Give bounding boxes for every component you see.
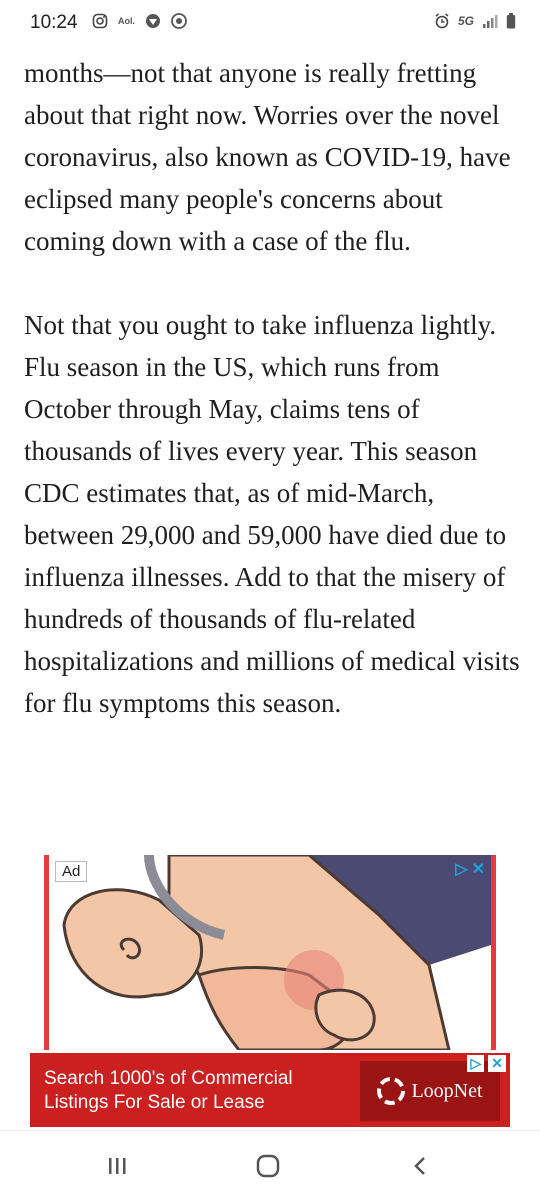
status-bar xyxy=(0,0,540,46)
app-icon xyxy=(145,13,161,29)
close-icon[interactable]: ✕ xyxy=(471,861,485,878)
chat-icon xyxy=(171,13,187,29)
ad-choices-icon[interactable]: ▷ xyxy=(467,1055,484,1072)
banner-ad-line-1: Search 1000's of Commercial xyxy=(44,1068,293,1089)
instagram-icon xyxy=(92,13,108,29)
ad-label: Ad xyxy=(55,861,87,882)
ad-choices-icon[interactable]: ▷ xyxy=(455,861,468,878)
banner-ad-text xyxy=(44,1067,293,1115)
home-button[interactable] xyxy=(248,1149,288,1183)
article-paragraph-1: months—not that anyone is really fretting about that right now. Worries over the novel coronavirus, also known as COVID-19, have eclipsed many people's concerns about coming down with a case of the flu. xyxy=(24,58,511,256)
article-paragraph-2: Not that you ought to take influenza lightly. Flu season in the US, which runs from October through May, claims tens of thousands of lives every year. This season CDC estimates that, as of mid-March, between 29,000 and 59,000 have died due to influenza illnesses. Add to that the misery of hundreds of thousands of flu-related hospitalizations and millions of medical visits for flu symptoms this season. xyxy=(24,310,520,718)
banner-ad[interactable] xyxy=(30,1053,510,1127)
system-icons xyxy=(434,13,516,29)
loopnet-logo-icon xyxy=(377,1077,405,1105)
back-button[interactable] xyxy=(400,1149,440,1183)
banner-ad-choices[interactable] xyxy=(467,1055,506,1072)
notification-icons xyxy=(92,13,187,29)
banner-ad-line-2: Listings For Sale or Lease xyxy=(44,1092,265,1113)
recents-button[interactable] xyxy=(97,1149,137,1183)
ad-illustration xyxy=(49,855,491,1050)
back-icon xyxy=(409,1155,431,1177)
loopnet-logo-text: LoopNet xyxy=(411,1079,483,1102)
ad-choices[interactable] xyxy=(455,859,485,879)
status-time: 10:24 xyxy=(30,12,78,33)
article-body xyxy=(24,52,524,724)
signal-icon xyxy=(482,14,498,28)
recents-icon xyxy=(106,1155,128,1177)
network-type: 5G xyxy=(457,14,474,28)
close-icon[interactable]: ✕ xyxy=(488,1055,506,1072)
navigation-bar xyxy=(0,1130,540,1201)
battery-icon xyxy=(506,13,516,29)
alarm-icon xyxy=(434,13,450,29)
aol-icon: Aol. xyxy=(118,16,135,26)
ad-unit[interactable] xyxy=(44,855,496,1050)
home-icon xyxy=(255,1153,281,1179)
